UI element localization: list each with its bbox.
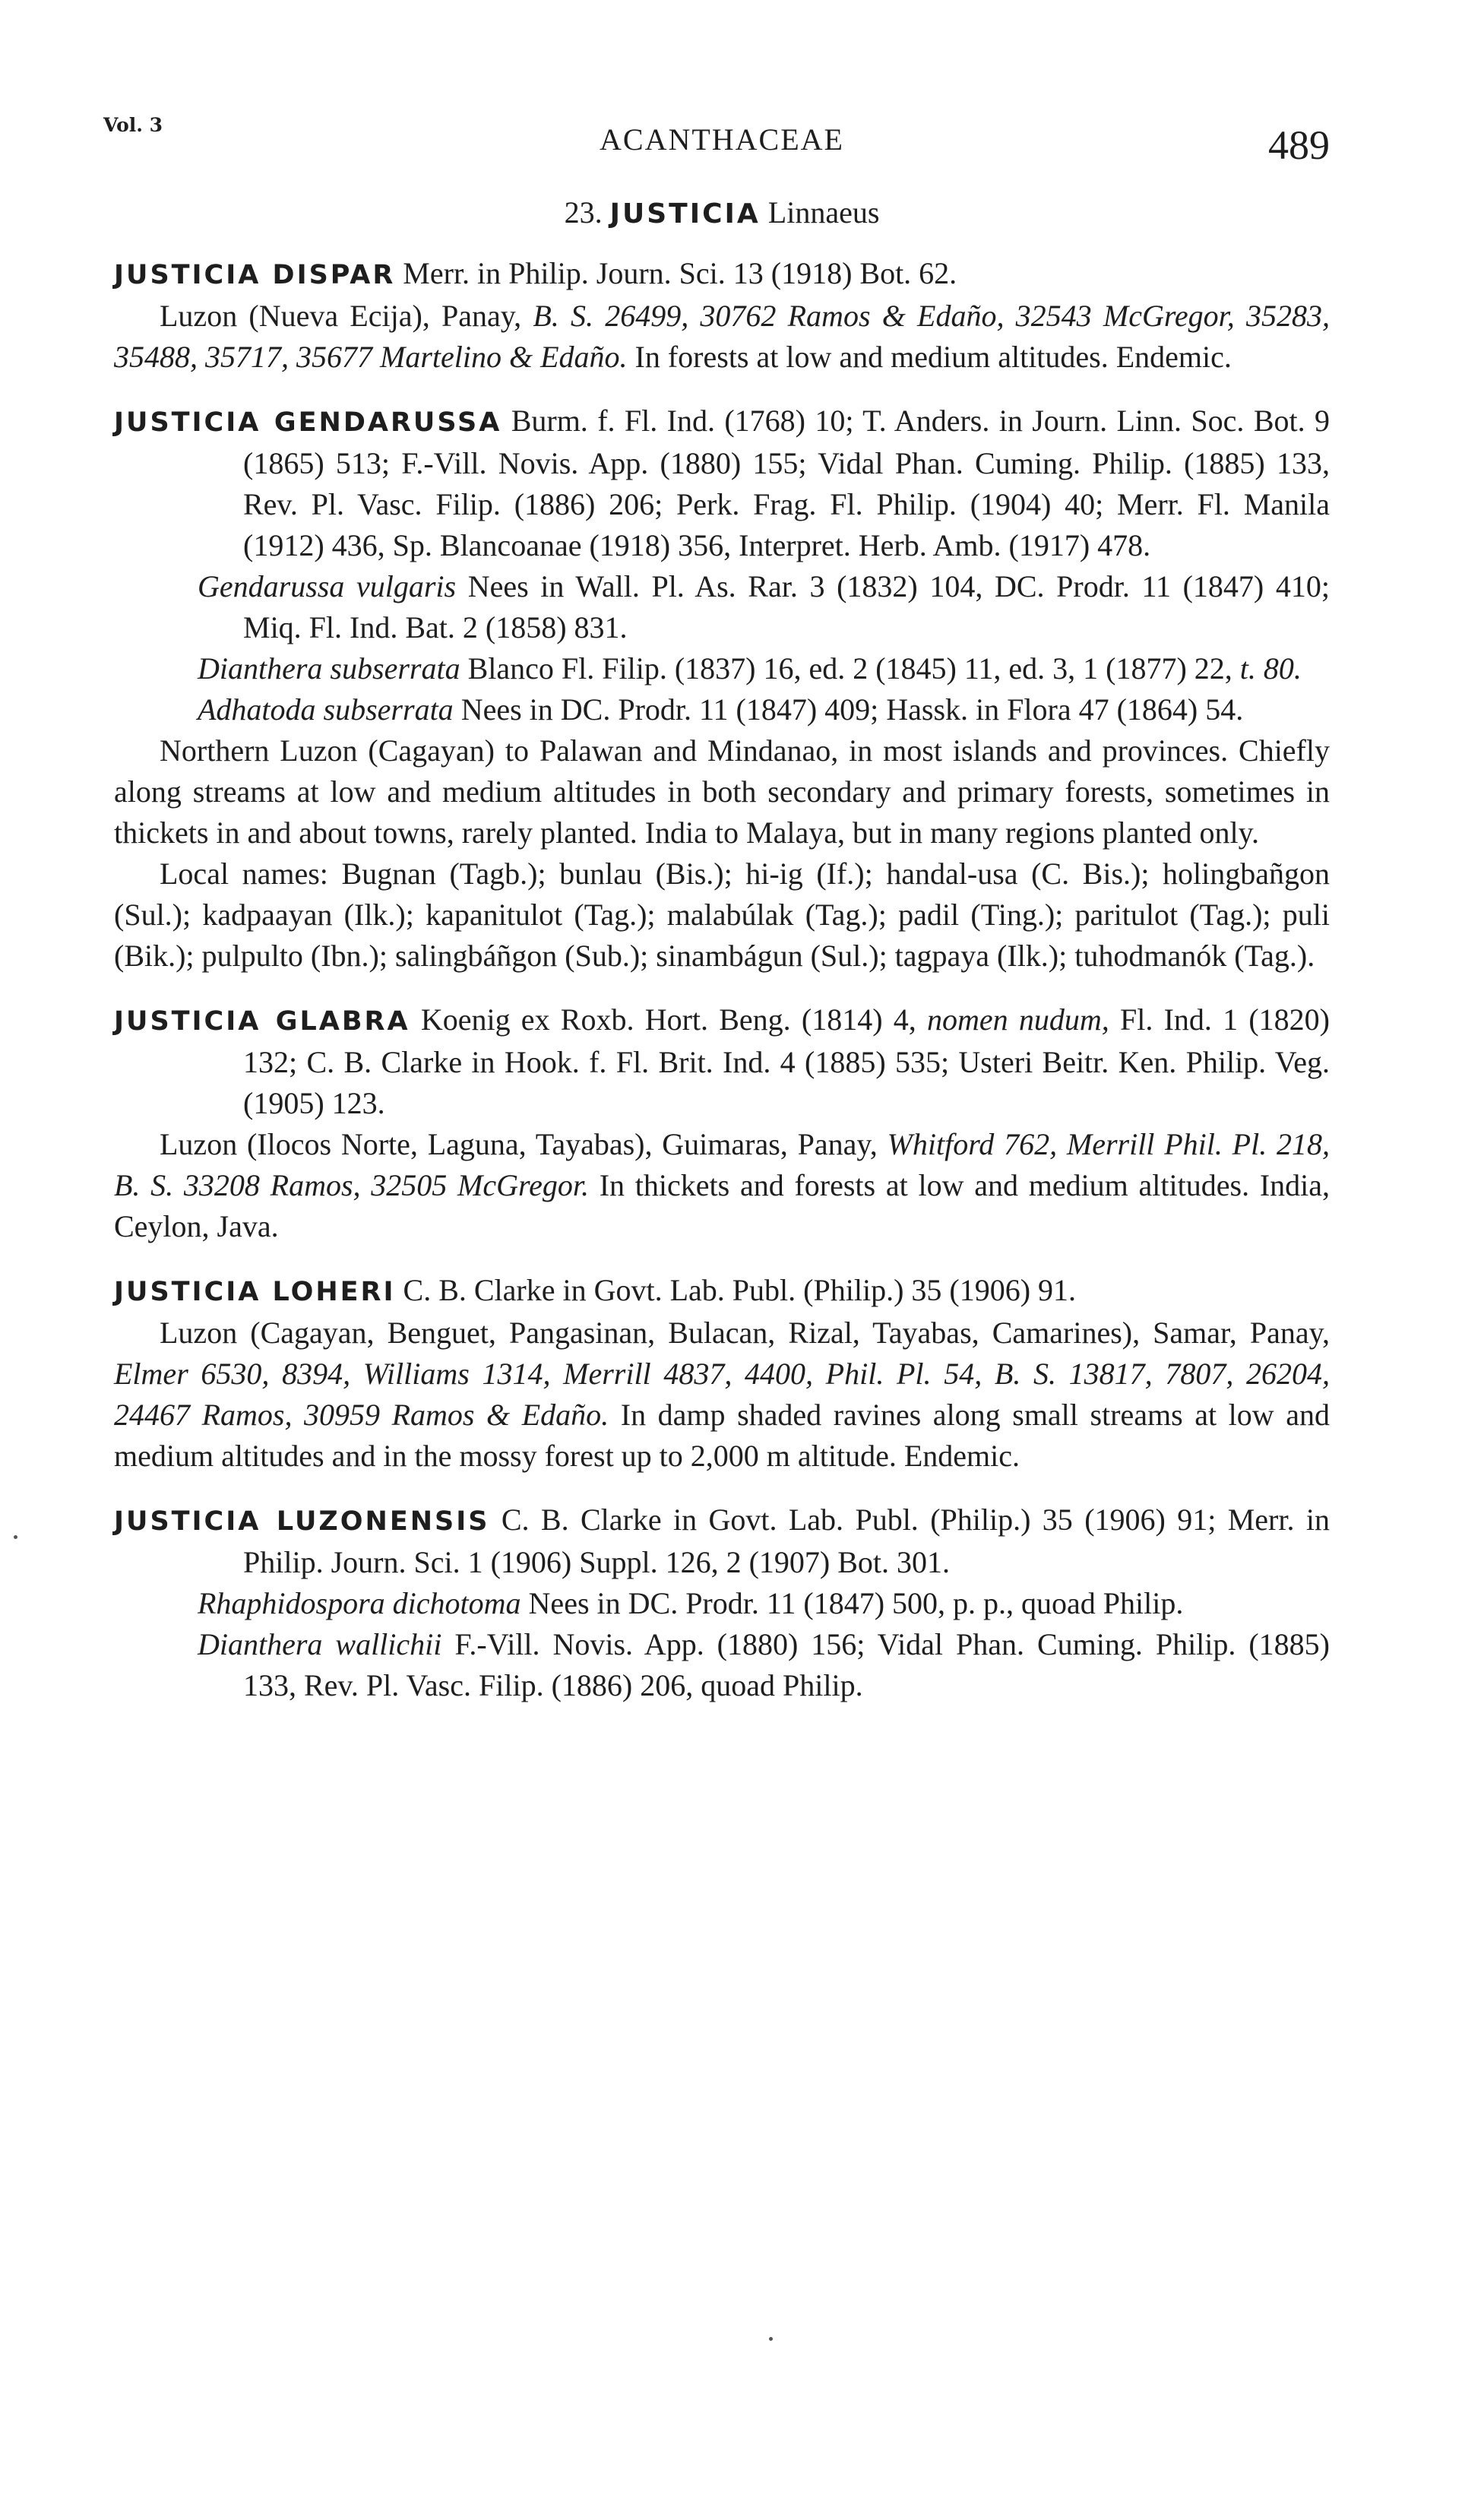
scan-speck <box>14 1535 17 1539</box>
species-name: JUSTICIA LUZONENSIS <box>114 1506 490 1537</box>
genus-name: JUSTICIA <box>609 198 761 230</box>
text-run: In damp shaded ravines along small streams at low and medium altitudes and in the mossy forest up to 2,000 m altitude. Endemic. <box>114 1398 1331 1473</box>
distribution-paragraph <box>114 1313 1330 1477</box>
running-title: ACANTHACEAE <box>600 122 844 157</box>
scan-speck <box>769 2337 773 2341</box>
italic-run: Gendarussa vulgaris <box>198 569 457 603</box>
italic-run: t. 80. <box>1239 651 1302 686</box>
species-heading <box>114 999 1330 1124</box>
italic-run: Whitford 762, Merrill Phil. Pl. 218, B. S. 33208 Ramos, 32505 McGregor. <box>114 1127 1330 1202</box>
synonym-line <box>114 566 1330 648</box>
synonym-line <box>114 689 1330 730</box>
species-name: JUSTICIA LOHERI <box>114 1277 396 1307</box>
text-run: Nees in DC. Prodr. 11 (1847) 409; Hassk. in Flora 47 (1864) 54. <box>453 692 1244 727</box>
species-name: JUSTICIA GLABRA <box>114 1006 410 1037</box>
text-run: In forests at low and medium altitudes. Endemic. <box>627 340 1232 374</box>
italic-run: Rhaphidospora dichotoma <box>198 1586 521 1620</box>
species-heading <box>114 1499 1330 1583</box>
text-run: Northern Luzon (Cagayan) to Palawan and Mindanao, in most islands and provinces. Chiefly along streams at low and medium altitudes in both secondary and primary forests, sometimes in thickets in and about towns, rarely planted. India to Malaya, but in many regions planted only. <box>114 733 1330 850</box>
italic-run: nomen nudum, <box>927 1002 1109 1037</box>
species-heading <box>114 1270 1330 1313</box>
italic-run: Dianthera wallichii <box>198 1627 442 1661</box>
volume-label: Vol. 3 <box>103 114 163 136</box>
italic-run: Dianthera subserrata <box>198 651 460 686</box>
species-citation: Burm. f. Fl. Ind. (1768) 10; T. Anders. in Journ. Linn. Soc. Bot. 9 (1865) 513; F.-Vill. Novis. App. (1880) 155; Vidal Phan. Cuming. Philip. (1885) 133, Rev. Pl. Vasc. Filip. (1886) 206; Perk. Frag. Fl. Philip. (1904) 40; Merr. Fl. Manila (1912) 436, Sp. Blancoanae (1918) 356, Interpret. Herb. Amb. (1917) 478. <box>243 404 1330 562</box>
species-entry-dispar <box>114 253 1330 378</box>
text-run: Local names: Bugnan (Tagb.); bunlau (Bis.); hi-ig (If.); handal-usa (C. Bis.); holingbañgon (Sul.); kadpaayan (Ilk.); kapanitulot (Tag.); malabúlak (Tag.); padil (Ting.); paritulot (Tag.); puli (Bik.); pulpulto (Ibn.); salingbáñgon (Sub.); sinambágun (Sul.); tagpaya (Ilk.); tuhodmanók (Tag.). <box>114 857 1330 973</box>
species-entry-luzonensis <box>114 1499 1330 1706</box>
species-entry-glabra <box>114 999 1330 1247</box>
species-name: JUSTICIA GENDARUSSA <box>114 407 502 438</box>
synonym-line <box>114 648 1330 689</box>
species-citation: C. B. Clarke in Govt. Lab. Publ. (Philip.) 35 (1906) 91; Merr. in Philip. Journ. Sci. 1 (1906) Suppl. 126, 2 (1907) Bot. 301. <box>243 1503 1330 1579</box>
distribution-paragraph <box>114 730 1330 853</box>
distribution-paragraph <box>114 1124 1330 1247</box>
page-header <box>103 114 1330 175</box>
species-citation: Merr. in Philip. Journ. Sci. 13 (1918) Bot. 62. <box>403 256 957 290</box>
page-number: 489 <box>1268 122 1330 168</box>
genus-author: Linnaeus <box>767 195 880 230</box>
page <box>103 114 1331 1706</box>
distribution-paragraph <box>114 296 1330 378</box>
species-heading <box>114 401 1330 566</box>
italic-run: Elmer 6530, 8394, Williams 1314, Merrill 4837, 4400, Phil. Pl. 54, B. S. 13817, 7807, 26204, 24467 Ramos, 30959 Ramos & Edaño. <box>114 1357 1330 1432</box>
species-entry-loheri <box>114 1270 1330 1477</box>
text-run: Luzon (Ilocos Norte, Laguna, Tayabas), Guimaras, Panay, <box>160 1127 888 1161</box>
synonym-line <box>114 1624 1330 1706</box>
italic-run: B. S. 26499, 30762 Ramos & Edaño, 32543 McGregor, 35283, 35488, 35717, 35677 Martelino & Edaño. <box>114 299 1331 374</box>
text-run: Luzon (Nueva Ecija), Panay, <box>160 299 533 333</box>
text-run: In thickets and forests at low and medium altitudes. India, Ceylon, Java. <box>114 1168 1331 1243</box>
species-entry-gendarussa <box>114 401 1330 977</box>
text-run: Fl. Ind. 1 (1820) 132; C. B. Clarke in Hook. f. Fl. Brit. Ind. 4 (1885) 535; Usteri Beitr. Ken. Philip. Veg. (1905) 123. <box>243 1002 1330 1120</box>
species-name: JUSTICIA DISPAR <box>114 260 396 290</box>
species-heading <box>114 253 1330 296</box>
text-run: Blanco Fl. Filip. (1837) 16, ed. 2 (1845) 11, ed. 3, 1 (1877) 22, <box>460 651 1240 686</box>
italic-run: Adhatoda subserrata <box>198 692 454 727</box>
synonym-line <box>114 1583 1330 1624</box>
text-run: Luzon (Cagayan, Benguet, Pangasinan, Bulacan, Rizal, Tayabas, Camarines), Samar, Panay, <box>160 1316 1330 1350</box>
genus-title <box>114 195 1330 230</box>
text-run: Nees in DC. Prodr. 11 (1847) 500, p. p., quoad Philip. <box>521 1586 1184 1620</box>
text-run: Koenig ex Roxb. Hort. Beng. (1814) 4, <box>420 1002 927 1037</box>
genus-number: 23. <box>564 195 603 230</box>
species-citation: C. B. Clarke in Govt. Lab. Publ. (Philip.) 35 (1906) 91. <box>403 1273 1077 1307</box>
text-run: F.-Vill. Novis. App. (1880) 156; Vidal Phan. Cuming. Philip. (1885) 133, Rev. Pl. Vasc. Filip. (1886) 206, quoad Philip. <box>243 1627 1330 1702</box>
local-names-paragraph <box>114 853 1330 977</box>
text-run: Nees in Wall. Pl. As. Rar. 3 (1832) 104, DC. Prodr. 11 (1847) 410; Miq. Fl. Ind. Bat. 2 (1858) 831. <box>243 569 1330 644</box>
